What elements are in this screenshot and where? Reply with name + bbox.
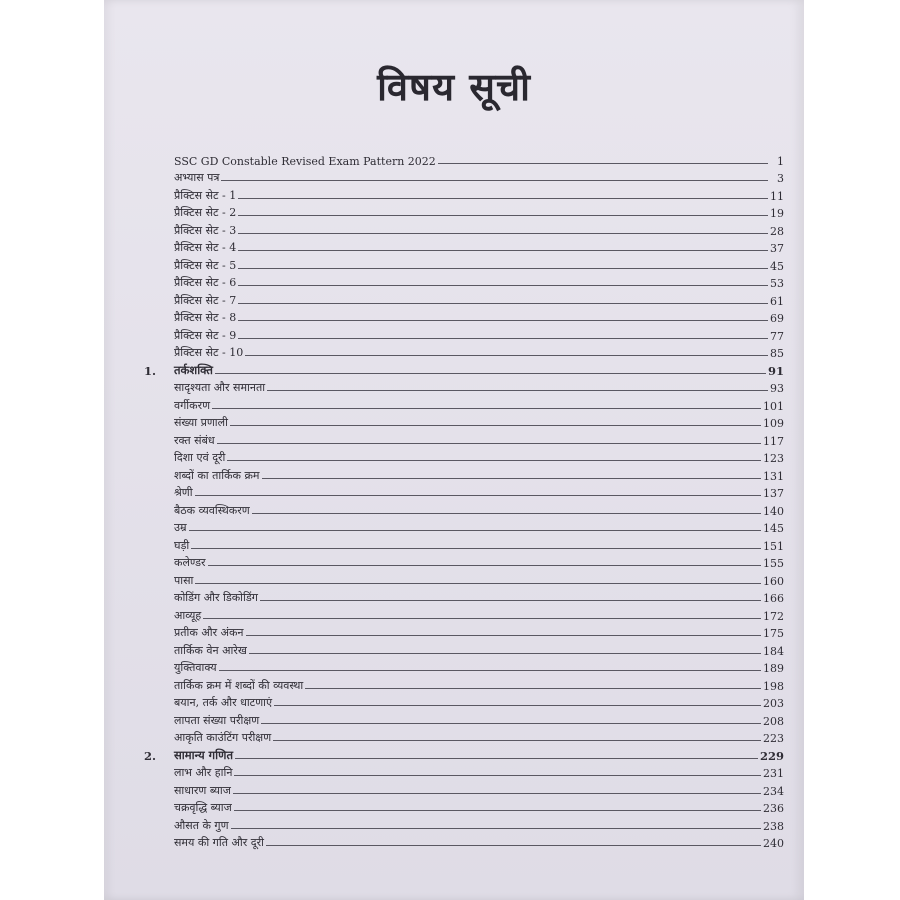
toc-entry-row bbox=[144, 535, 784, 553]
toc-entry-row bbox=[144, 763, 784, 781]
toc-page-number: 231 bbox=[763, 767, 784, 780]
toc-page-number: 189 bbox=[763, 662, 784, 675]
book-page bbox=[104, 0, 804, 900]
toc-page-number: 11 bbox=[770, 189, 784, 203]
toc-page-number: 101 bbox=[763, 399, 784, 413]
toc-leader-line bbox=[235, 758, 758, 759]
toc-entry-row bbox=[144, 395, 784, 413]
toc-page-number: 223 bbox=[763, 732, 784, 745]
toc-leader-line bbox=[273, 740, 761, 741]
toc-page-number: 238 bbox=[763, 819, 784, 833]
toc-section-row bbox=[144, 360, 784, 378]
toc-entry-row bbox=[144, 290, 784, 308]
toc-leader-line bbox=[267, 390, 768, 391]
toc-entry-row bbox=[144, 518, 784, 536]
toc-entry-row bbox=[144, 710, 784, 728]
toc-entry-label: तार्किक क्रम में शब्दों की व्यवस्था bbox=[174, 678, 304, 692]
toc-entry-row bbox=[144, 238, 784, 256]
toc-leader-line bbox=[238, 338, 768, 339]
toc-page-number: 91 bbox=[767, 363, 784, 378]
toc-leader-line bbox=[266, 845, 761, 846]
toc-entry-row bbox=[144, 150, 784, 168]
toc-entry-label: आव्यूह bbox=[174, 608, 202, 622]
toc-entry-row bbox=[144, 815, 784, 833]
toc-entry-label: पासा bbox=[174, 573, 194, 587]
toc-leader-line bbox=[217, 443, 761, 444]
toc-page-number: 160 bbox=[763, 574, 784, 588]
toc-entry-label: प्रैक्टिस सेट - 5 bbox=[174, 258, 237, 272]
toc-entry-row bbox=[144, 728, 784, 746]
toc-entry-label: कोडिंग और डिकोडिंग bbox=[174, 591, 258, 604]
toc-leader-line bbox=[191, 548, 761, 549]
toc-leader-line bbox=[438, 163, 768, 164]
toc-leader-line bbox=[305, 688, 761, 689]
toc-page-number: 240 bbox=[763, 837, 784, 850]
toc-page-number: 1 bbox=[777, 154, 784, 168]
toc-entry-row bbox=[144, 413, 784, 431]
toc-entry-label: अभ्यास पत्र bbox=[174, 171, 220, 184]
toc-leader-line bbox=[252, 513, 761, 514]
toc-entry-label: प्रतीक और अंकन bbox=[174, 626, 244, 639]
toc-entry-label: आकृति काउंटिंग परीक्षण bbox=[174, 731, 272, 744]
toc-entry-label: युक्तिवाक्य bbox=[174, 661, 217, 674]
toc-page-number: 93 bbox=[770, 382, 784, 395]
toc-entry-label: साधारण ब्याज bbox=[174, 783, 231, 797]
toc-entry-row bbox=[144, 553, 784, 571]
toc-leader-line bbox=[195, 583, 761, 584]
toc-leader-line bbox=[249, 653, 761, 654]
toc-entry-label: प्रैक्टिस सेट - 9 bbox=[174, 328, 237, 342]
toc-entry-row bbox=[144, 658, 784, 676]
toc-entry-label: बैठक व्यवस्थिकरण bbox=[174, 503, 250, 517]
toc-page-number: 155 bbox=[763, 557, 784, 570]
toc-leader-line bbox=[231, 828, 761, 829]
toc-page-number: 69 bbox=[770, 312, 784, 325]
toc-leader-line bbox=[234, 810, 761, 811]
toc-leader-line bbox=[238, 250, 768, 251]
toc-entry-label: वर्गीकरण bbox=[174, 398, 211, 412]
toc-entry-row bbox=[144, 308, 784, 326]
toc-leader-line bbox=[215, 373, 766, 374]
toc-entry-row bbox=[144, 570, 784, 588]
toc-page-number: 131 bbox=[763, 469, 784, 483]
toc-page-number: 151 bbox=[763, 539, 784, 553]
toc-entry-row bbox=[144, 483, 784, 501]
toc-leader-line bbox=[246, 635, 761, 636]
toc-page-number: 208 bbox=[763, 714, 784, 728]
toc-entry-label: कलेण्डर bbox=[174, 556, 206, 569]
toc-page-number: 28 bbox=[770, 224, 784, 238]
toc-entry-label: दिशा एवं दूरी bbox=[174, 451, 226, 464]
toc-entry-label: सादृश्यता और समानता bbox=[174, 381, 266, 394]
toc-entry-label: प्रैक्टिस सेट - 3 bbox=[174, 223, 237, 237]
toc-leader-line bbox=[212, 408, 761, 409]
toc-page-number: 236 bbox=[763, 802, 784, 815]
toc-page-number: 140 bbox=[763, 504, 784, 518]
toc-page-number: 19 bbox=[770, 207, 784, 220]
toc-entry-row bbox=[144, 623, 784, 641]
toc-entry-row bbox=[144, 675, 784, 693]
toc-entry-label: तर्कशक्ति bbox=[174, 362, 213, 377]
toc-entry-number: 2. bbox=[144, 748, 157, 763]
toc-leader-line bbox=[238, 285, 768, 286]
toc-entry-number: 1. bbox=[144, 363, 157, 378]
toc-entry-row bbox=[144, 833, 784, 851]
toc-page-number: 229 bbox=[759, 748, 784, 763]
toc-page-number: 137 bbox=[763, 487, 784, 500]
toc-page-number: 175 bbox=[763, 627, 784, 640]
toc-page-number: 203 bbox=[763, 697, 784, 710]
toc-leader-line bbox=[219, 670, 761, 671]
toc-entry-label: समय की गति और दूरी bbox=[174, 836, 264, 849]
table-of-contents bbox=[144, 150, 784, 850]
toc-entry-row bbox=[144, 378, 784, 396]
toc-leader-line bbox=[234, 775, 761, 776]
toc-leader-line bbox=[203, 618, 761, 619]
toc-leader-line bbox=[261, 723, 761, 724]
toc-entry-row bbox=[144, 780, 784, 798]
toc-page-number: 53 bbox=[770, 277, 784, 290]
toc-entry-label: घड़ी bbox=[174, 538, 190, 552]
toc-entry-row bbox=[144, 588, 784, 606]
toc-leader-line bbox=[238, 198, 768, 199]
toc-entry-label: बयान, तर्क और धाटणाएं bbox=[174, 696, 273, 709]
toc-leader-line bbox=[189, 530, 761, 531]
toc-entry-label: प्रैक्टिस सेट - 1 bbox=[174, 188, 237, 202]
toc-leader-line bbox=[262, 478, 761, 479]
toc-entry-label: रक्त संबंध bbox=[174, 433, 215, 447]
toc-entry-row bbox=[144, 255, 784, 273]
toc-page-number: 109 bbox=[763, 417, 784, 430]
toc-entry-row bbox=[144, 185, 784, 203]
toc-entry-label: श्रेणी bbox=[174, 486, 193, 499]
toc-leader-line bbox=[238, 268, 768, 269]
toc-leader-line bbox=[274, 705, 761, 706]
toc-entry-label: संख्या प्रणाली bbox=[174, 416, 228, 429]
toc-entry-row bbox=[144, 168, 784, 186]
toc-page-number: 172 bbox=[763, 609, 784, 623]
toc-entry-label: तार्किक वेन आरेख bbox=[174, 643, 247, 657]
toc-leader-line bbox=[238, 320, 768, 321]
toc-page-number: 77 bbox=[770, 329, 784, 343]
toc-entry-row bbox=[144, 343, 784, 361]
toc-page-number: 45 bbox=[770, 259, 784, 273]
toc-page-number: 123 bbox=[763, 452, 784, 465]
toc-entry-row bbox=[144, 798, 784, 816]
toc-page-number: 234 bbox=[763, 784, 784, 798]
toc-page-number: 61 bbox=[770, 294, 784, 308]
toc-leader-line bbox=[195, 495, 761, 496]
toc-page-number: 3 bbox=[777, 172, 784, 185]
toc-page-number: 198 bbox=[763, 679, 784, 693]
toc-leader-line bbox=[208, 565, 761, 566]
toc-page-number: 184 bbox=[763, 644, 784, 658]
toc-page-number: 37 bbox=[770, 242, 784, 255]
toc-entry-label: प्रैक्टिस सेट - 8 bbox=[174, 311, 237, 324]
toc-page-number: 145 bbox=[763, 522, 784, 535]
toc-leader-line bbox=[238, 215, 768, 216]
toc-entry-label: लापता संख्या परीक्षण bbox=[174, 713, 260, 727]
toc-entry-label: लाभ और हानि bbox=[174, 766, 233, 779]
toc-entry-label: औसत के गुण bbox=[174, 818, 229, 832]
toc-page-number: 166 bbox=[763, 592, 784, 605]
toc-entry-row bbox=[144, 465, 784, 483]
toc-leader-line bbox=[238, 233, 768, 234]
toc-entry-row bbox=[144, 430, 784, 448]
toc-entry-label: उम्र bbox=[174, 521, 187, 534]
toc-entry-row bbox=[144, 203, 784, 221]
toc-leader-line bbox=[227, 460, 761, 461]
page-title: विषय सूची bbox=[377, 64, 531, 109]
toc-entry-label: SSC GD Constable Revised Exam Pattern 2022 bbox=[174, 154, 436, 168]
toc-entry-row bbox=[144, 448, 784, 466]
toc-entry-row bbox=[144, 640, 784, 658]
toc-entry-row bbox=[144, 693, 784, 711]
toc-section-row bbox=[144, 745, 784, 763]
toc-entry-row bbox=[144, 325, 784, 343]
toc-leader-line bbox=[245, 355, 768, 356]
toc-entry-label: शब्दों का तार्किक क्रम bbox=[174, 468, 260, 482]
toc-leader-line bbox=[233, 793, 761, 794]
toc-entry-row bbox=[144, 273, 784, 291]
toc-entry-row bbox=[144, 500, 784, 518]
toc-leader-line bbox=[238, 303, 768, 304]
toc-page-number: 117 bbox=[763, 434, 784, 448]
toc-entry-label: प्रैक्टिस सेट - 7 bbox=[174, 293, 237, 307]
toc-entry-label: प्रैक्टिस सेट - 10 bbox=[174, 346, 244, 359]
toc-entry-label: प्रैक्टिस सेट - 4 bbox=[174, 241, 237, 254]
toc-leader-line bbox=[260, 600, 761, 601]
toc-entry-row bbox=[144, 220, 784, 238]
toc-entry-label: सामान्य गणित bbox=[174, 747, 233, 762]
toc-page-number: 85 bbox=[770, 347, 784, 360]
toc-entry-label: प्रैक्टिस सेट - 2 bbox=[174, 206, 237, 219]
toc-entry-row bbox=[144, 605, 784, 623]
toc-entry-label: चक्रवृद्धि ब्याज bbox=[174, 801, 232, 814]
toc-leader-line bbox=[230, 425, 761, 426]
toc-entry-label: प्रैक्टिस सेट - 6 bbox=[174, 276, 237, 289]
toc-leader-line bbox=[221, 180, 768, 181]
